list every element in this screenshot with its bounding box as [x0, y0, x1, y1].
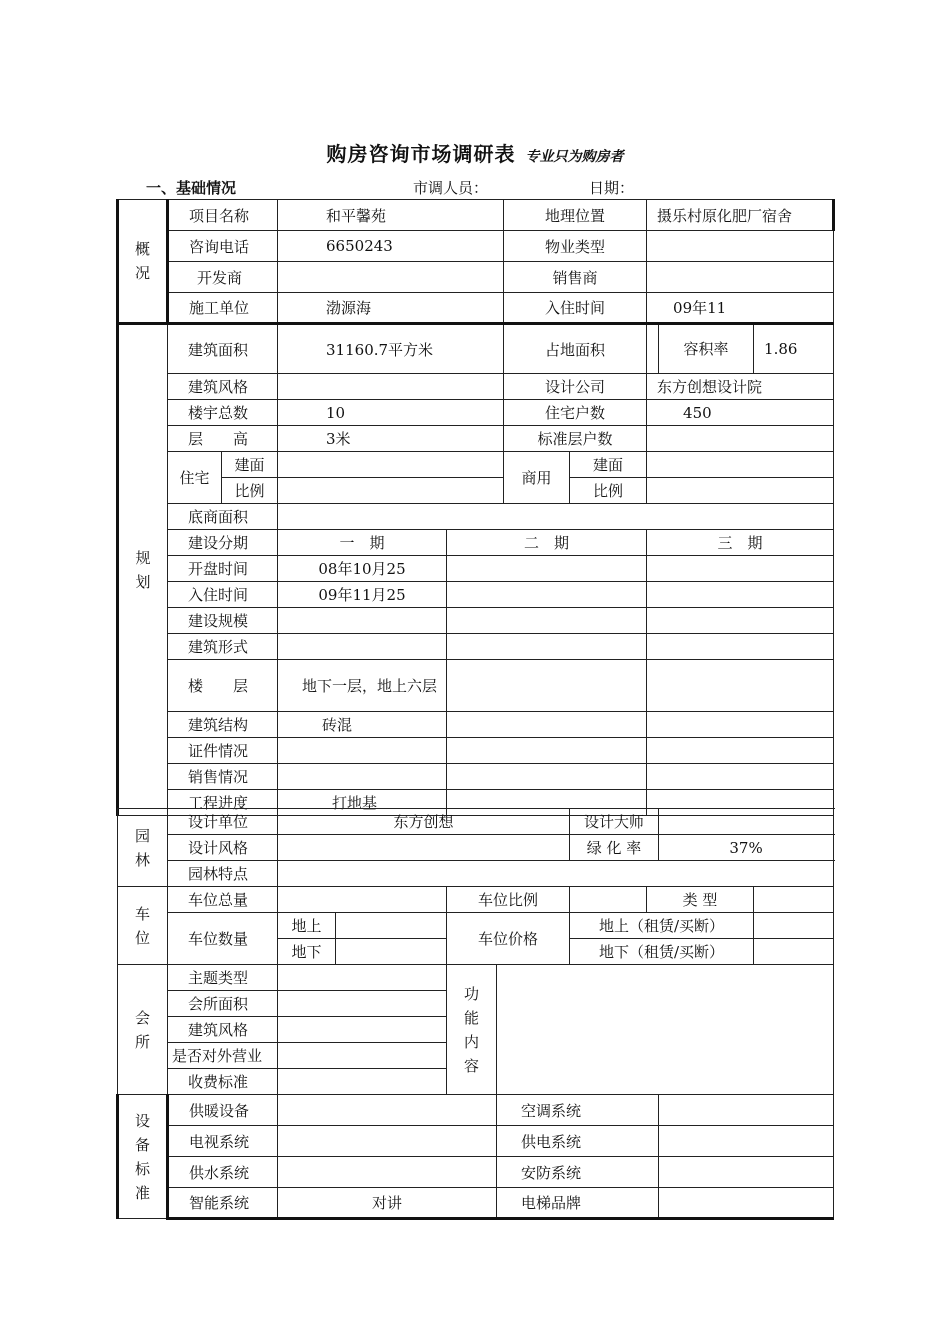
ac-value[interactable]	[659, 1095, 834, 1126]
commercial-area-label: 建面	[570, 452, 647, 478]
section-overview-label: 概 况	[118, 200, 168, 324]
retail-area-label: 底商面积	[168, 504, 278, 530]
parking-above-price-value[interactable]	[754, 913, 834, 939]
table-row	[118, 1126, 834, 1157]
table-row	[118, 262, 834, 293]
parking-ratio-value[interactable]	[570, 887, 647, 913]
floors-phase3[interactable]	[647, 660, 834, 712]
garden-designer-value[interactable]	[659, 809, 834, 835]
green-rate-label: 绿 化 率	[570, 835, 659, 861]
scale-phase2[interactable]	[447, 608, 647, 634]
club-theme-label: 主题类型	[168, 965, 278, 991]
document-title	[0, 138, 950, 167]
garden-style-label: 设计风格	[168, 835, 278, 861]
club-function-value[interactable]	[497, 965, 834, 1095]
builder-label: 施工单位	[168, 293, 278, 324]
table-row	[118, 504, 834, 530]
sales-phase3[interactable]	[647, 764, 834, 790]
parking-below-label: 地下	[278, 939, 336, 965]
smart-label: 智能系统	[168, 1188, 278, 1219]
land-area-value[interactable]	[647, 324, 659, 374]
height-value[interactable]: 3米	[278, 426, 504, 452]
commercial-ratio-label: 比例	[570, 478, 647, 504]
heating-value[interactable]	[278, 1095, 497, 1126]
garden-features-label: 园林特点	[168, 861, 278, 887]
green-rate-value[interactable]: 37%	[659, 835, 834, 861]
floor-area-label: 建筑面积	[168, 324, 278, 374]
design-company-value[interactable]: 东方创想设计院	[647, 374, 834, 400]
parking-above-value[interactable]	[336, 913, 447, 939]
project-name-label: 项目名称	[168, 200, 278, 231]
commercial-label: 商用	[504, 452, 570, 504]
phase-3-header: 三 期	[647, 530, 834, 556]
seller-label: 销售商	[504, 262, 647, 293]
section-club-label: 会 所	[118, 965, 168, 1095]
garden-design-unit-value[interactable]: 东方创想	[278, 809, 570, 835]
club-style-value[interactable]	[278, 1017, 447, 1043]
garden-style-value[interactable]	[278, 835, 570, 861]
club-fee-label: 收费标准	[168, 1069, 278, 1095]
survey-form-table	[116, 199, 835, 816]
date-label: 日期：	[589, 179, 635, 197]
parking-price-label: 车位价格	[447, 913, 570, 965]
residential-area-label: 建面	[222, 452, 278, 478]
club-function-label: 功 能 内 容	[447, 965, 497, 1095]
progress-label: 工程进度	[168, 790, 278, 816]
move-in-label: 入住时间	[504, 293, 647, 324]
commercial-ratio-value[interactable]	[647, 478, 834, 504]
section-equipment-label: 设 备 标 准	[118, 1095, 168, 1219]
table-row	[118, 530, 834, 556]
style-value[interactable]	[278, 374, 504, 400]
form-label: 建筑形式	[168, 634, 278, 660]
form-phase3[interactable]	[647, 634, 834, 660]
parking-count-label: 车位数量	[168, 913, 278, 965]
residential-label: 住宅	[168, 452, 222, 504]
location-label: 地理位置	[504, 200, 647, 231]
builder-value[interactable]: 渤源海	[278, 293, 504, 324]
parking-below-rent-label: 地下（租赁/买断）	[570, 939, 754, 965]
residential-area-value[interactable]	[278, 452, 504, 478]
project-name-value[interactable]: 和平馨苑	[278, 200, 504, 231]
movein-date-phase2[interactable]	[447, 582, 647, 608]
buildings-value[interactable]: 10	[278, 400, 504, 426]
cert-phase1[interactable]	[278, 738, 447, 764]
floor-area-value[interactable]: 31160.7平方米	[278, 324, 504, 374]
survey-form-table-lower	[116, 808, 834, 1220]
scale-phase3[interactable]	[647, 608, 834, 634]
security-label: 安防系统	[497, 1157, 659, 1188]
tv-value[interactable]	[278, 1126, 497, 1157]
open-date-phase2[interactable]	[447, 556, 647, 582]
scale-label: 建设规模	[168, 608, 278, 634]
commercial-area-value[interactable]	[647, 452, 834, 478]
table-row	[118, 452, 834, 478]
phase-1-header: 一 期	[278, 530, 447, 556]
seller-value[interactable]	[647, 262, 834, 293]
sales-phase1[interactable]	[278, 764, 447, 790]
property-type-value[interactable]	[647, 231, 834, 262]
section-garden-label: 园 林	[118, 809, 168, 887]
club-fee-value[interactable]	[278, 1069, 447, 1095]
table-row	[118, 478, 834, 504]
power-value[interactable]	[659, 1126, 834, 1157]
movein-date-phase1[interactable]: 09年11月25	[278, 582, 447, 608]
phone-label: 咨询电话	[168, 231, 278, 262]
structure-phase3[interactable]	[647, 712, 834, 738]
garden-design-unit-label: 设计单位	[168, 809, 278, 835]
parking-total-value[interactable]	[278, 887, 447, 913]
phase-2-header: 二 期	[447, 530, 647, 556]
table-row	[118, 965, 834, 991]
std-floor-value[interactable]	[647, 426, 834, 452]
retail-area-value[interactable]	[278, 504, 834, 530]
smart-value[interactable]: 对讲	[278, 1188, 497, 1219]
households-value[interactable]: 450	[647, 400, 834, 426]
club-open-label: 是否对外营业	[168, 1043, 278, 1069]
cert-phase2[interactable]	[447, 738, 647, 764]
floors-label: 楼 层	[168, 660, 278, 712]
sales-phase2[interactable]	[447, 764, 647, 790]
move-in-value[interactable]: 09年11	[647, 293, 834, 324]
table-row	[118, 913, 834, 939]
form-phase2[interactable]	[447, 634, 647, 660]
households-label: 住宅户数	[504, 400, 647, 426]
parking-below-value[interactable]	[336, 939, 447, 965]
parking-type-value[interactable]	[754, 887, 834, 913]
subtitle-text: 专业只为购房者	[525, 149, 624, 165]
table-row	[118, 400, 834, 426]
far-value[interactable]: 1.86	[754, 324, 834, 374]
table-row	[118, 1095, 834, 1126]
height-label: 层 高	[168, 426, 278, 452]
parking-above-rent-label: 地上（租赁/买断）	[570, 913, 754, 939]
table-row	[118, 809, 834, 835]
parking-below-price-value[interactable]	[754, 939, 834, 965]
table-row	[118, 200, 834, 231]
movein-date-phase3[interactable]	[647, 582, 834, 608]
floors-phase2[interactable]	[447, 660, 647, 712]
heating-label: 供暖设备	[168, 1095, 278, 1126]
table-row	[118, 764, 834, 790]
parking-type-label: 类 型	[647, 887, 754, 913]
table-row	[118, 634, 834, 660]
property-type-label: 物业类型	[504, 231, 647, 262]
table-row	[118, 835, 834, 861]
land-area-label: 占地面积	[504, 324, 647, 374]
std-floor-label: 标准层户数	[504, 426, 647, 452]
table-row	[118, 231, 834, 262]
tv-label: 电视系统	[168, 1126, 278, 1157]
surveyor-label: 市调人员：	[413, 179, 489, 197]
table-row	[118, 608, 834, 634]
table-row	[118, 1188, 834, 1219]
open-date-label: 开盘时间	[168, 556, 278, 582]
security-value[interactable]	[659, 1157, 834, 1188]
table-row	[118, 293, 834, 324]
table-row	[118, 887, 834, 913]
parking-total-label: 车位总量	[168, 887, 278, 913]
buildings-label: 楼宇总数	[168, 400, 278, 426]
club-open-value[interactable]	[278, 1043, 447, 1069]
table-row	[118, 556, 834, 582]
table-row	[118, 324, 834, 374]
structure-label: 建筑结构	[168, 712, 278, 738]
form-phase1[interactable]	[278, 634, 447, 660]
water-label: 供水系统	[168, 1157, 278, 1188]
section-planning-label: 规 划	[118, 324, 168, 816]
style-label: 建筑风格	[168, 374, 278, 400]
club-theme-value[interactable]	[278, 965, 447, 991]
water-value[interactable]	[278, 1157, 497, 1188]
garden-features-value[interactable]	[278, 861, 834, 887]
open-date-phase3[interactable]	[647, 556, 834, 582]
table-row	[118, 738, 834, 764]
section-parking-label: 车 位	[118, 887, 168, 965]
club-area-value[interactable]	[278, 991, 447, 1017]
scale-phase1[interactable]	[278, 608, 447, 634]
table-row	[118, 861, 834, 887]
title-text: 购房咨询市场调研表	[326, 142, 516, 166]
design-company-label: 设计公司	[504, 374, 647, 400]
parking-above-label: 地上	[278, 913, 336, 939]
section-heading: 一、基础情况	[146, 179, 237, 197]
progress-phase1[interactable]: 打地基	[278, 790, 447, 816]
table-row	[118, 426, 834, 452]
parking-ratio-label: 车位比例	[447, 887, 570, 913]
developer-value[interactable]	[278, 262, 504, 293]
elevator-value[interactable]	[659, 1188, 834, 1219]
structure-phase2[interactable]	[447, 712, 647, 738]
table-row	[118, 660, 834, 712]
floors-phase1[interactable]: 地下一层，地上六层	[278, 660, 447, 712]
ac-label: 空调系统	[497, 1095, 659, 1126]
structure-phase1[interactable]: 砖混	[278, 712, 447, 738]
table-row	[118, 582, 834, 608]
developer-label: 开发商	[168, 262, 278, 293]
elevator-label: 电梯品牌	[497, 1188, 659, 1219]
table-row	[118, 374, 834, 400]
far-label: 容积率	[659, 324, 754, 374]
sales-label: 销售情况	[168, 764, 278, 790]
open-date-phase1[interactable]: 08年10月25	[278, 556, 447, 582]
residential-ratio-value[interactable]	[278, 478, 504, 504]
cert-phase3[interactable]	[647, 738, 834, 764]
phase-label: 建设分期	[168, 530, 278, 556]
table-row	[118, 712, 834, 738]
club-area-label: 会所面积	[168, 991, 278, 1017]
table-row	[118, 1157, 834, 1188]
location-value[interactable]: 摄乐村原化肥厂宿舍	[647, 200, 834, 231]
cert-label: 证件情况	[168, 738, 278, 764]
movein-date-label: 入住时间	[168, 582, 278, 608]
residential-ratio-label: 比例	[222, 478, 278, 504]
phone-value[interactable]: 6650243	[278, 231, 504, 262]
club-style-label: 建筑风格	[168, 1017, 278, 1043]
garden-designer-label: 设计大师	[570, 809, 659, 835]
power-label: 供电系统	[497, 1126, 659, 1157]
